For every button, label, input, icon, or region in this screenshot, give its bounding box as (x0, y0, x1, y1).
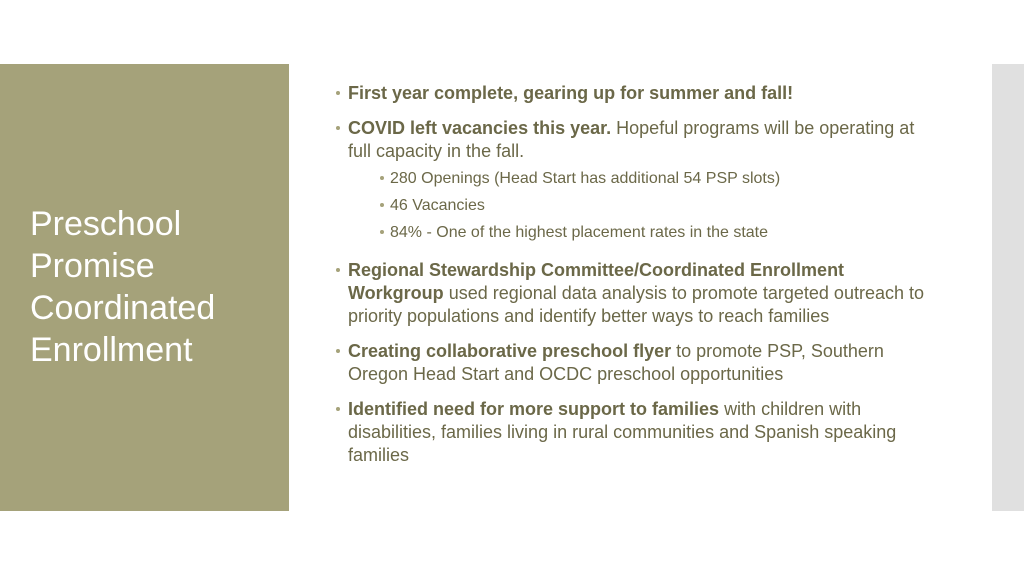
bullet-item (333, 398, 933, 467)
bullet-text: with children with disabilities, families living in rural communities and Spanish speaking families (348, 399, 897, 465)
sub-bullet-item: 46 Vacancies (333, 195, 933, 216)
bullet-bold-text: Regional Stewardship Committee/Coordinated Enrollment Workgroup (348, 260, 845, 303)
bullet-item (333, 82, 933, 105)
right-accent-bar (992, 64, 1024, 511)
title-line: Preschool (30, 205, 182, 243)
bullet-bold-text: Creating collaborative preschool flyer (348, 341, 672, 361)
title-line: Coordinated (30, 289, 216, 327)
bullet-bold-text: First year complete, gearing up for summer and fall! (348, 83, 794, 103)
bullet-content (333, 82, 933, 479)
bullet-text: used regional data analysis to promote targeted outreach to priority populations and identify better ways to reach families (348, 283, 924, 326)
slide-title (30, 203, 280, 371)
sub-bullet-item: 84% - One of the highest placement rates in the state (333, 222, 933, 243)
bullet-text: to promote PSP, Southern Oregon Head Start and OCDC preschool opportunities (348, 341, 884, 384)
title-line: Promise (30, 247, 155, 285)
sub-bullet-item: 280 Openings (Head Start has additional 54 PSP slots) (333, 168, 933, 189)
sub-bullet-list (333, 168, 933, 243)
bullet-item (333, 259, 933, 328)
bullet-text: Hopeful programs will be operating at full capacity in the fall. (348, 118, 915, 161)
bullet-item (333, 340, 933, 386)
bullet-bold-text: COVID left vacancies this year. (348, 118, 612, 138)
title-line: Enrollment (30, 331, 193, 369)
bullet-bold-text: Identified need for more support to families (348, 399, 720, 419)
bullet-item (333, 117, 933, 163)
